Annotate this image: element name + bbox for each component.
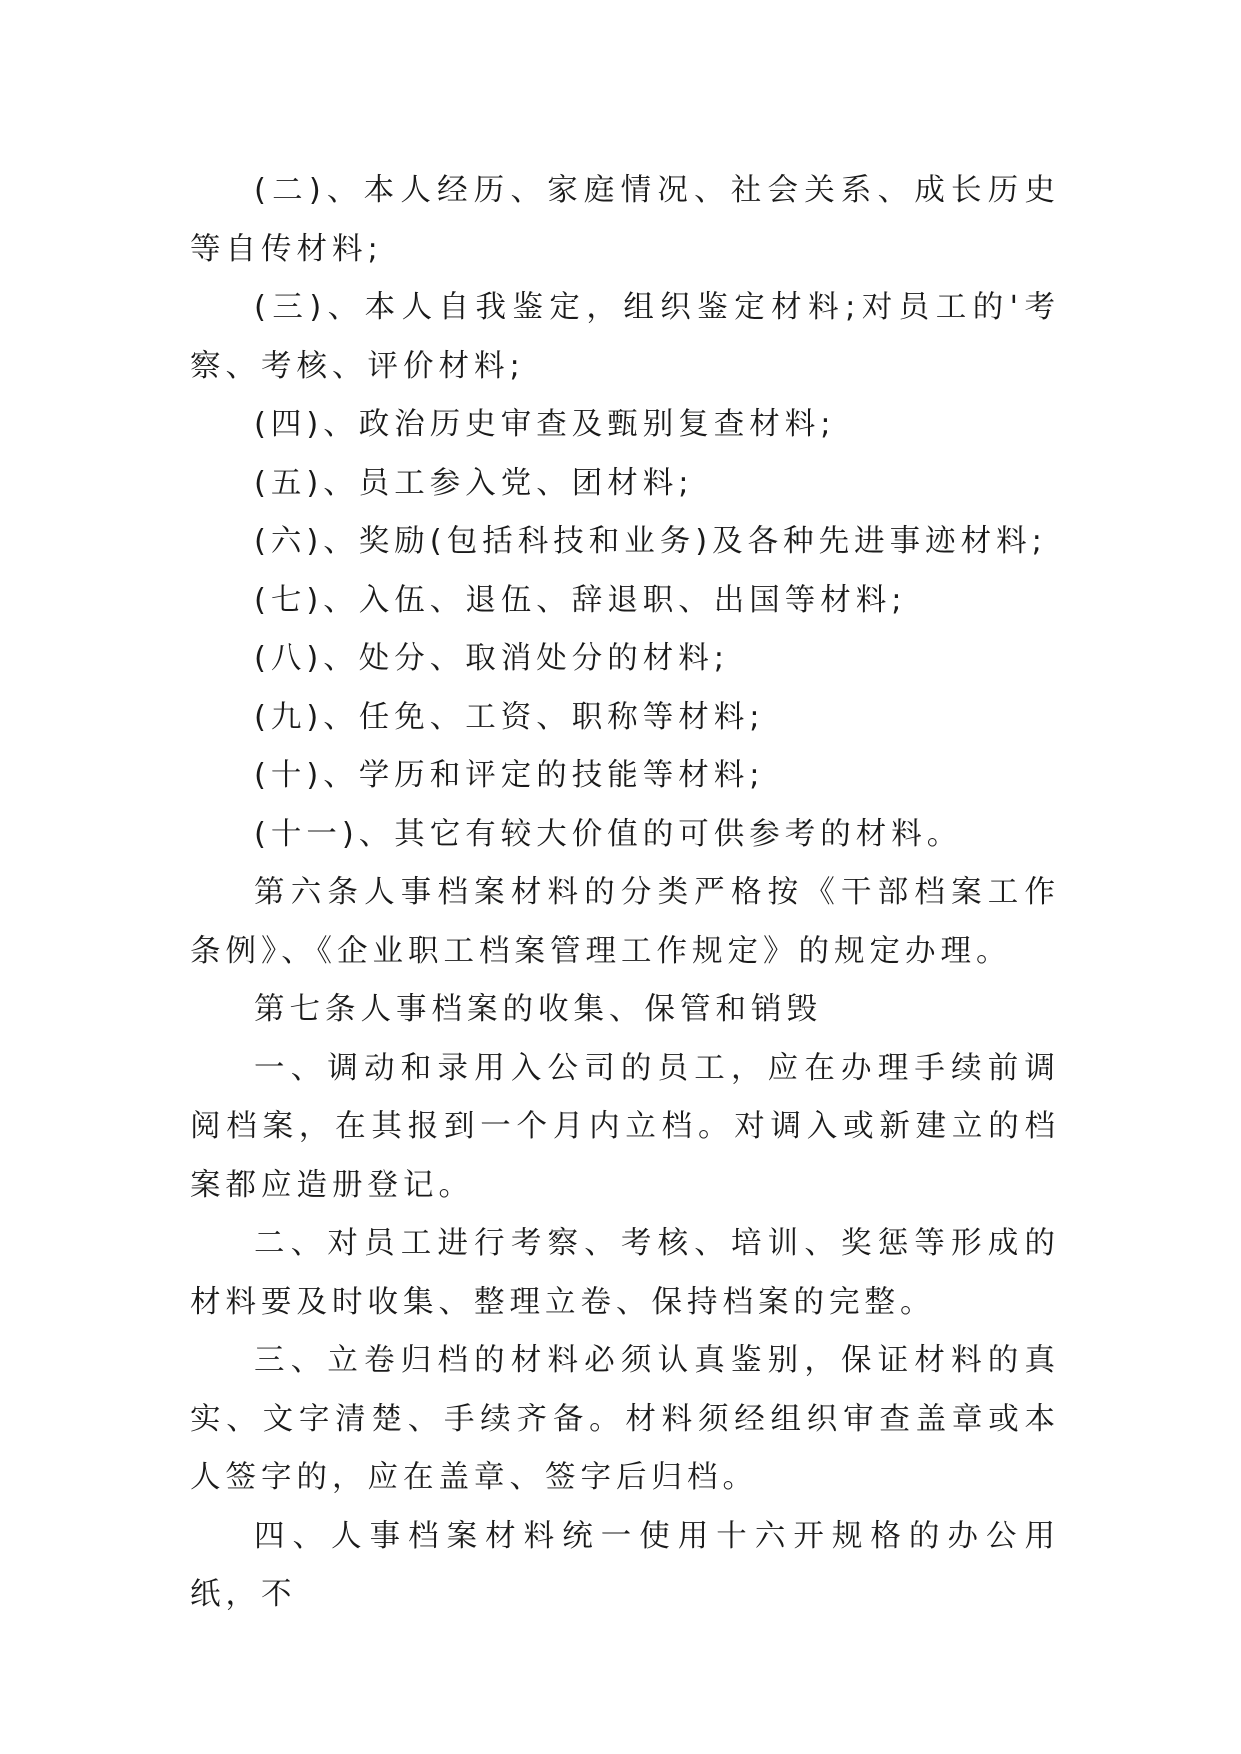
paragraph-item-9: (九)、任免、工资、职称等材料; bbox=[254, 699, 765, 735]
paragraph-item-2: (二)、本人经历、家庭情况、社会关系、成长历史等自传材料; bbox=[190, 173, 1060, 267]
paragraph-item-3: (三)、本人自我鉴定，组织鉴定材料;对员工的'考察、考核、评价材料; bbox=[190, 290, 1060, 384]
article-7-clause-3: 三、立卷归档的材料必须认真鉴别，保证材料的真实、文字清楚、手续齐备。材料须经组织审查盖章或本人签字的，应在盖章、签字后归档。 bbox=[190, 1343, 1060, 1495]
article-7-clause-2: 二、对员工进行考察、考核、培训、奖惩等形成的材料要及时收集、整理立卷、保持档案的完整。 bbox=[190, 1226, 1060, 1320]
paragraph-item-10: (十)、学历和评定的技能等材料; bbox=[254, 758, 765, 793]
paragraph-item-11: (十一)、其它有较大价值的可供参考的材料。 bbox=[254, 816, 963, 852]
paragraph-item-6: (六)、奖励(包括科技和业务)及各种先进事迹材料; bbox=[254, 524, 1047, 559]
document-body bbox=[190, 162, 1060, 1625]
article-7-heading: 第七条人事档案的收集、保管和销毁 bbox=[254, 992, 822, 1027]
paragraph-item-7: (七)、入伍、退伍、辞退职、出国等材料; bbox=[254, 582, 907, 618]
article-6-paragraph: 第六条人事档案材料的分类严格按《干部档案工作条例》、《企业职工档案管理工作规定》的规定办理。 bbox=[190, 875, 1060, 969]
paragraph-item-5: (五)、员工参入党、团材料; bbox=[254, 465, 694, 501]
paragraph-item-8: (八)、处分、取消处分的材料; bbox=[254, 641, 730, 676]
article-7-clause-4: 四、人事档案材料统一使用十六开规格的办公用纸，不 bbox=[190, 1518, 1060, 1612]
paragraph-item-4: (四)、政治历史审查及甄别复查材料; bbox=[254, 407, 836, 442]
article-7-clause-1: 一、调动和录用入公司的员工，应在办理手续前调阅档案，在其报到一个月内立档。对调入或新建立的档案都应造册登记。 bbox=[190, 1050, 1060, 1203]
